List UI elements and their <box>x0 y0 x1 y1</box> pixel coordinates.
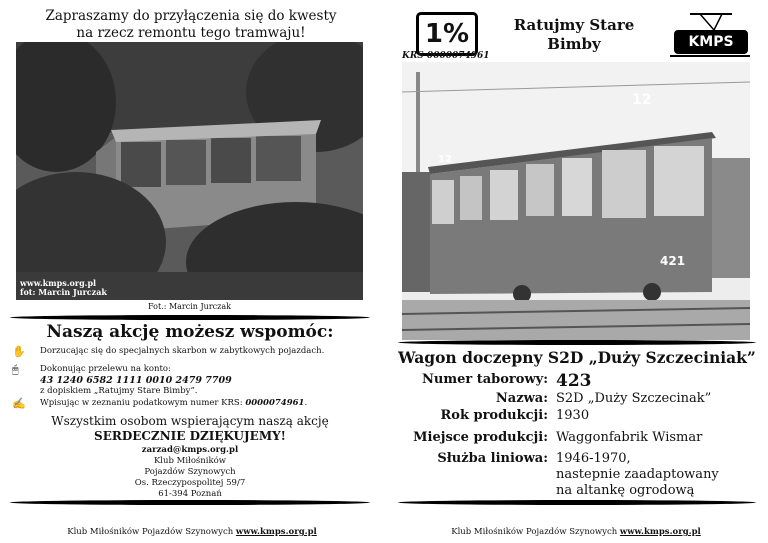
spec-value: 423 <box>556 371 592 391</box>
spec-row <box>398 372 758 392</box>
spec-value-line: na altankę ogrodową <box>556 483 695 498</box>
title-line: Bimby <box>547 35 601 53</box>
method-text: Dorzucając się do specjalnych skarbon w zabytkowych pojazdach. <box>40 346 325 356</box>
method-tax <box>12 398 367 412</box>
spec-label: Rok produkcji: <box>440 408 548 423</box>
tram-photo <box>402 62 750 340</box>
tram-fleet-number: 421 <box>660 254 686 268</box>
method-transfer <box>12 364 367 400</box>
photo-caption: Fot.: Marcin Jurczak <box>148 302 231 311</box>
spec-value: S2D „Duży Szczecinak” <box>556 391 712 406</box>
right-panel <box>384 0 768 543</box>
krs-number: 0000074961 <box>245 398 305 408</box>
mouse-icon: 🖱 <box>12 363 19 376</box>
watermark-url: www.kmps.org.pl <box>20 278 97 288</box>
method-text <box>40 398 367 409</box>
footer <box>384 527 768 537</box>
spec-label: Numer taborowy: <box>422 372 548 387</box>
krs-label: KRS 0000074961 <box>402 51 490 61</box>
one-percent-badge: 1% <box>416 12 478 56</box>
spec-label: Nazwa: <box>495 391 548 406</box>
spec-row <box>398 408 758 428</box>
method-text <box>40 364 367 397</box>
method-line: z dopiskiem „Ratujmy Stare Bimby”. <box>40 386 198 396</box>
footer-link[interactable]: www.kmps.org.pl <box>619 527 701 537</box>
kmps-logo <box>670 12 750 58</box>
watermark-credit: fot: Marcin Jurczak <box>20 287 107 297</box>
intro-line: na rzecz remontu tego tramwaju! <box>76 25 306 41</box>
spec-row <box>398 430 758 450</box>
intro-text <box>16 8 366 42</box>
hand-icon: ✋ <box>12 345 26 358</box>
title-line: Ratujmy Stare <box>513 16 635 34</box>
wagon-heading: Wagon doczepny S2D „Duży Szczeciniak” <box>398 348 756 367</box>
logo-text: KMPS <box>674 30 748 54</box>
spec-value: Waggonfabrik Wismar <box>556 430 703 445</box>
overgrown-tram-photo <box>16 42 363 300</box>
photo-illustration <box>16 42 363 300</box>
spec-value: 1930 <box>556 408 590 423</box>
spec-label: Miejsce produkcji: <box>413 430 548 445</box>
footer-text: Klub Miłośników Pojazdów Szynowych <box>67 527 234 537</box>
spec-row <box>398 451 758 499</box>
campaign-title <box>504 16 644 54</box>
intro-line: Zapraszamy do przyłączenia się do kwesty <box>45 8 337 24</box>
tram-route-number: 12 <box>632 92 652 108</box>
help-heading: Naszą akcję możesz wspomóc: <box>46 322 334 342</box>
photo-illustration <box>402 62 750 340</box>
method-line: Dokonując przelewu na konto: <box>40 364 171 374</box>
method-box-donation <box>12 346 367 360</box>
contact-line: Pojazdów Szynowych <box>144 467 236 477</box>
thanks-block <box>10 414 370 444</box>
thanks-line: Wszystkim osobom wspierającym naszą akcję <box>51 414 329 428</box>
contact-line: 61-394 Poznań <box>158 489 222 499</box>
spec-value-line: nastepnie zaadaptowany <box>556 467 719 482</box>
thanks-emphasis: SERDECZNIE DZIĘKUJEMY! <box>94 429 286 443</box>
contact-line: Os. Rzeczypospolitej 59/7 <box>134 478 246 488</box>
spec-value <box>556 451 719 499</box>
footer-link[interactable]: www.kmps.org.pl <box>235 527 317 537</box>
spec-label: Służba liniowa: <box>437 451 548 466</box>
footer-text: Klub Miłośników Pojazdów Szynowych <box>451 527 618 537</box>
photo-watermark <box>20 279 107 297</box>
method-line: Wpisując w zeznaniu podatkowym numer KRS: <box>40 398 243 408</box>
divider-stroke <box>398 500 756 505</box>
contact-block <box>10 445 370 500</box>
contact-line: Klub Miłośników <box>153 456 227 466</box>
footer <box>0 527 384 537</box>
account-number: 43 1240 6582 1111 0010 2479 7709 <box>40 375 232 386</box>
divider-stroke <box>10 500 370 505</box>
divider-stroke <box>398 340 756 345</box>
pen-icon: ✍ <box>12 397 26 410</box>
divider-stroke <box>10 315 370 320</box>
spec-value-line: 1946-1970, <box>556 451 631 466</box>
tram-route-number: 12 <box>438 154 452 165</box>
method-line: . <box>304 398 308 408</box>
contact-email[interactable]: zarzad@kmps.org.pl <box>141 445 239 455</box>
